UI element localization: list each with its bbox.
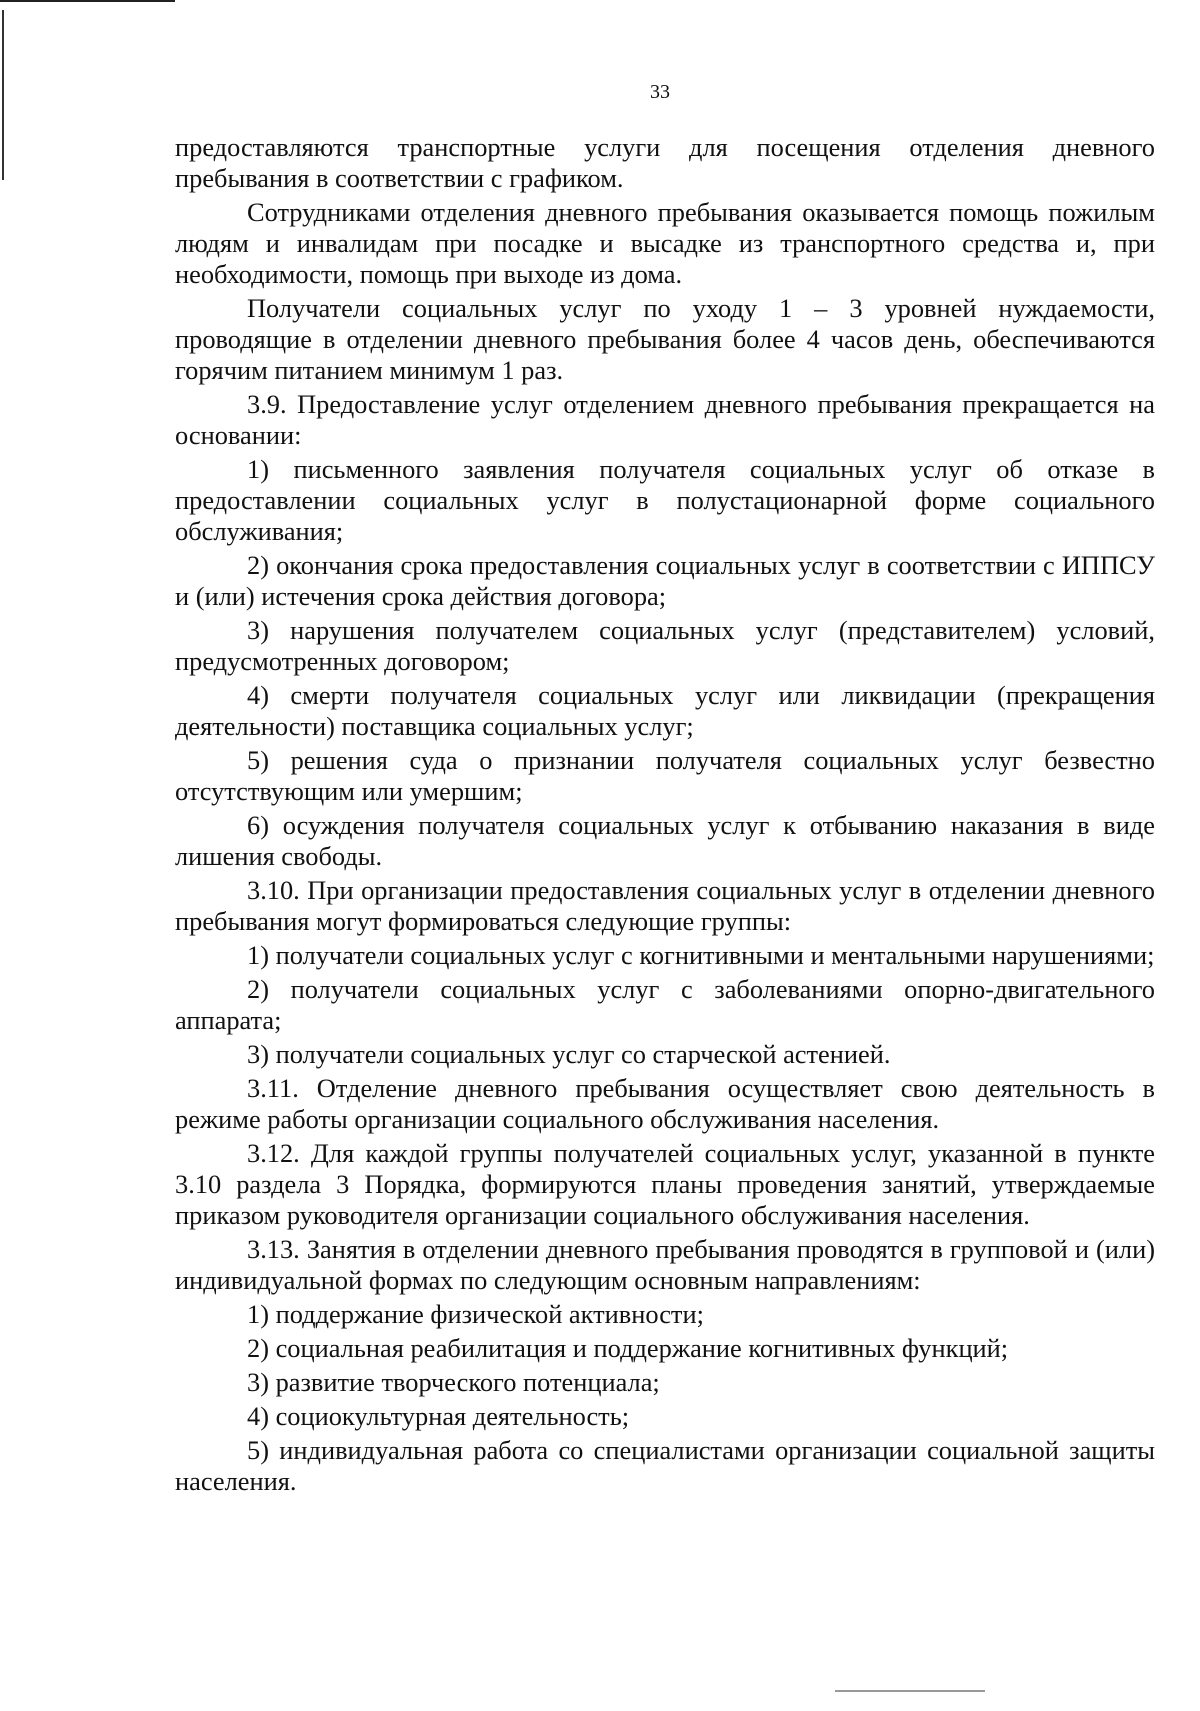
clause-3-12: 3.12. Для каждой группы получателей социальных услуг, указанной в пункте 3.10 раздела 3 Порядка, формируются планы проведения занятий, утверждаемые приказом руководителя организации социального обслуживания населения. xyxy=(175,1138,1155,1230)
paragraph: Сотрудниками отделения дневного пребывания оказывается помощь пожилым людям и инвалидам при посадке и высадке из транспортного средства и, при необходимости, помощь при выходе из дома. xyxy=(175,197,1155,289)
list-item: 3) развитие творческого потенциала; xyxy=(247,1367,660,1397)
scan-border-line xyxy=(0,0,175,2)
list-item: 5) индивидуальная работа со специалистами организации социальной защиты населения. xyxy=(175,1435,1155,1496)
page-number: 33 xyxy=(650,81,670,103)
list-item: 5) решения суда о признании получателя социальных услуг безвестно отсутствующим или умершим; xyxy=(175,745,1155,806)
list-item: 4) социокультурная деятельность; xyxy=(247,1401,630,1431)
list-item: 3) нарушения получателем социальных услуг (представителем) условий, предусмотренных договором; xyxy=(175,615,1155,676)
list-item: 2) социальная реабилитация и поддержание когнитивных функций; xyxy=(247,1333,1009,1363)
list-item: 1) письменного заявления получателя социальных услуг об отказе в предоставлении социальных услуг в полустационарной форме социального обслуживания; xyxy=(175,454,1155,546)
document-body xyxy=(175,132,1155,1500)
list-item: 2) получатели социальных услуг с заболеваниями опорно-двигательного аппарата; xyxy=(175,974,1155,1035)
list-item: 1) получатели социальных услуг с когнитивными и ментальными нарушениями; xyxy=(247,940,1155,970)
clause-3-13: 3.13. Занятия в отделении дневного пребывания проводятся в групповой и (или) индивидуальной формах по следующим основным направлениям: xyxy=(175,1234,1155,1295)
clause-3-9: 3.9. Предоставление услуг отделением дневного пребывания прекращается на основании: xyxy=(175,389,1155,450)
clause-3-10: 3.10. При организации предоставления социальных услуг в отделении дневного пребывания могут формироваться следующие группы: xyxy=(175,875,1155,936)
list-item: 1) поддержание физической активности; xyxy=(247,1299,704,1329)
paragraph: Получатели социальных услуг по уходу 1 – 3 уровней нуждаемости, проводящие в отделении дневного пребывания более 4 часов день, обеспечиваются горячим питанием минимум 1 раз. xyxy=(175,293,1155,385)
list-item: 6) осуждения получателя социальных услуг к отбыванию наказания в виде лишения свободы. xyxy=(175,810,1155,871)
clause-3-11: 3.11. Отделение дневного пребывания осуществляет свою деятельность в режиме работы организации социального обслуживания населения. xyxy=(175,1073,1155,1134)
list-item: 3) получатели социальных услуг со старческой астенией. xyxy=(247,1039,891,1069)
list-item: 2) окончания срока предоставления социальных услуг в соответствии с ИППСУ и (или) истечения срока действия договора; xyxy=(175,550,1155,611)
scan-edge-mark xyxy=(835,1690,985,1692)
list-item: 4) смерти получателя социальных услуг или ликвидации (прекращения деятельности) поставщика социальных услуг; xyxy=(175,680,1155,741)
paragraph-continuation: предоставляются транспортные услуги для посещения отделения дневного пребывания в соответствии с графиком. xyxy=(175,132,1155,193)
